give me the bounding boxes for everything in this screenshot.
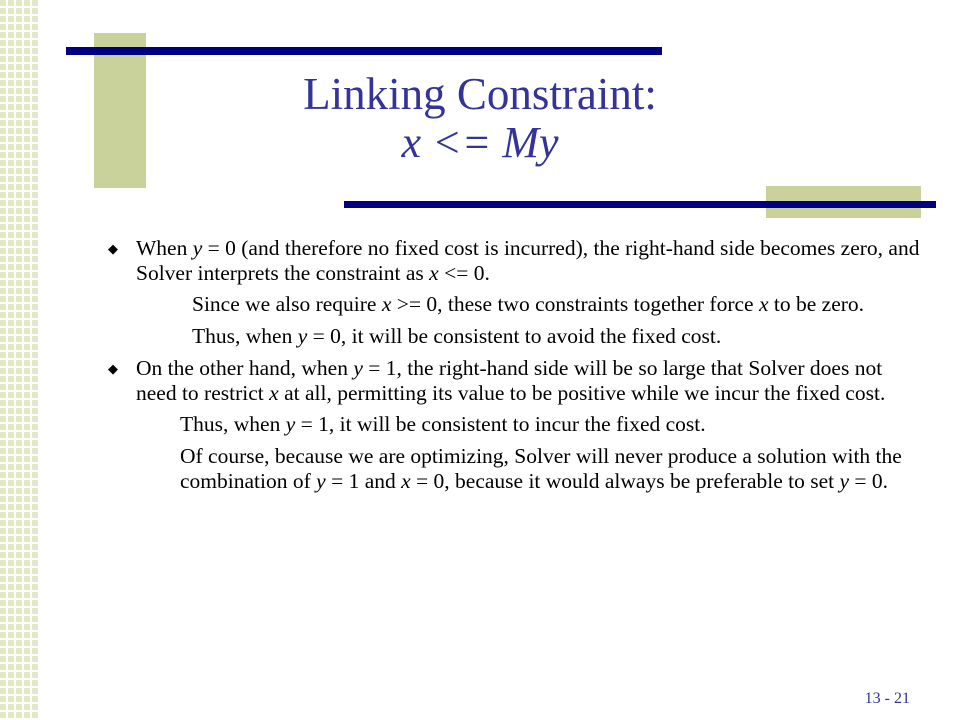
text-run-italic: x: [381, 292, 392, 316]
bullet-text: [136, 356, 885, 405]
text-run-italic: x: [429, 261, 439, 285]
decorative-block-top: [94, 33, 146, 188]
text-run: >= 0, these two constraints together force: [391, 292, 759, 316]
text-run-italic: y: [285, 412, 296, 436]
text-run: When: [136, 236, 193, 260]
text-run: = 0, because it would always be preferable to set: [410, 469, 840, 493]
text-run: Thus, when: [180, 412, 286, 436]
bullet-text: [136, 236, 919, 285]
decorative-grid-stripe: [0, 0, 40, 720]
text-run: = 1, the right-hand side will be so large that Solver does not need to restrict: [136, 356, 883, 405]
text-run-italic: y: [839, 469, 850, 493]
sub-item: [100, 292, 920, 317]
diamond-bullet-icon: ◆: [108, 361, 118, 376]
text-run-italic: y: [316, 469, 326, 493]
text-run: = 0 (and therefore no fixed cost is incurred), the right-hand side becomes zero, and Solver interprets the constraint as: [136, 236, 920, 285]
slide-title-line1: Linking Constraint:: [303, 69, 657, 119]
sub-item: [100, 444, 920, 494]
text-run: = 0, it will be consistent to avoid the fixed cost.: [307, 324, 722, 348]
sub-item: [100, 412, 920, 437]
text-run-italic: x: [758, 292, 769, 316]
text-run: Since we also require: [192, 292, 382, 316]
bullet-item: [100, 236, 920, 286]
text-run: <= 0.: [438, 261, 490, 285]
text-run: = 1 and: [325, 469, 402, 493]
diamond-bullet-icon: ◆: [108, 241, 118, 256]
text-run: = 1, it will be consistent to incur the fixed cost.: [295, 412, 706, 436]
bullet-item: [100, 356, 920, 406]
title-rule-bottom: [344, 201, 936, 208]
slide-title: [200, 70, 760, 166]
text-run-italic: y: [297, 324, 308, 348]
text-run-italic: x: [269, 381, 279, 405]
text-run: On the other hand, when: [136, 356, 354, 380]
text-run: to be zero.: [768, 292, 865, 316]
text-run-italic: x: [401, 469, 411, 493]
text-run: at all, permitting its value to be positive while we incur the fixed cost.: [278, 381, 886, 405]
text-run: Of course, because we are optimizing, Solver will never produce a solution with the combination of: [180, 444, 902, 493]
title-rule-top: [66, 47, 662, 55]
page-number: 13 - 21: [864, 690, 910, 707]
sub-item: [100, 324, 920, 349]
slide-body: [100, 236, 920, 501]
text-run-italic: y: [353, 356, 363, 380]
text-run-italic: y: [192, 236, 203, 260]
text-run: = 0.: [849, 469, 889, 493]
slide-title-line2: x <= My: [401, 117, 559, 167]
text-run: Thus, when: [192, 324, 298, 348]
